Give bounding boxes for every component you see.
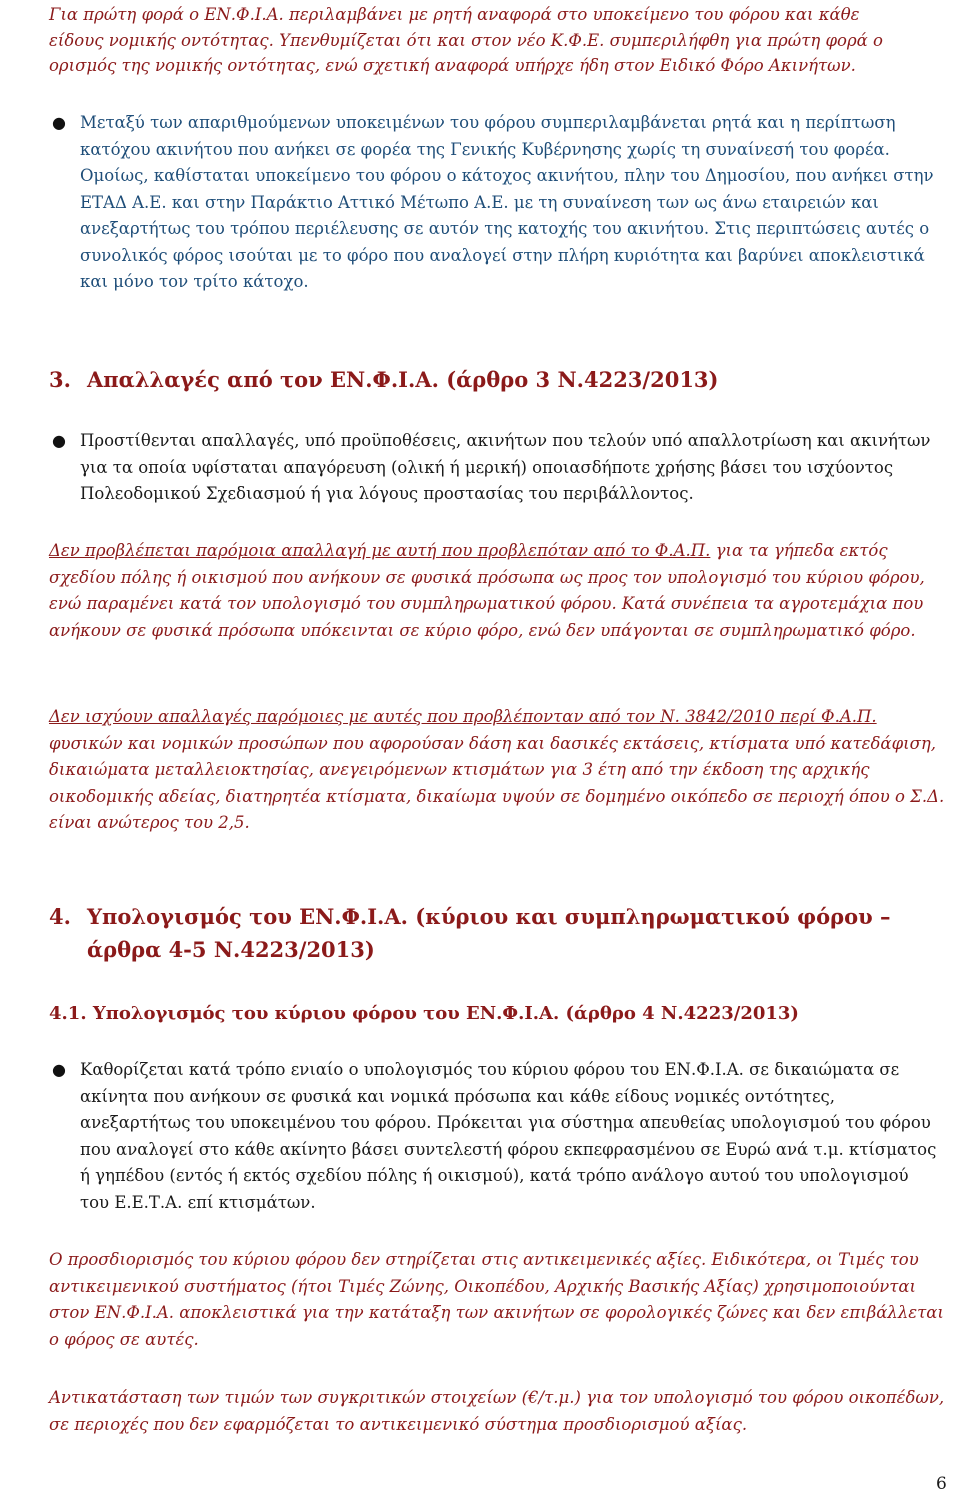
page-number: 6 xyxy=(936,1474,947,1494)
bullet-icon: ● xyxy=(52,1060,66,1079)
section-3-heading xyxy=(49,367,718,392)
section-4-heading xyxy=(49,904,890,929)
bullet-text: Προστίθενται απαλλαγές, υπό προϋποθέσεις, ακινήτων που τελούν υπό απαλλοτρίωση και ακινήτων για τα οποία υφίσταται απαγόρευση (ολική ή μερική) οποιασδήποτε χρήσης βάσει του ισχύοντος Πολεοδομικού Σχεδιασμού ή για λόγους προστασίας του περιβάλλοντος. xyxy=(80,431,931,503)
intro-line-2: είδους νομικής οντότητας. Υπενθυμίζεται ότι και στον νέο Κ.Φ.Ε. συμπεριλήφθη για πρώτη φορά ο xyxy=(49,30,883,50)
paragraph-text: Αντικατάσταση των τιμών των συγκριτικών στοιχείων (€/τ.μ.) για τον υπολογισμό του φόρου οικοπέδων, σε περιοχές που δεν εφαρμόζεται το αντικειμενικό σύστημα προσδιορισμού αξίας. xyxy=(49,1388,945,1434)
section-4-heading-cont xyxy=(49,937,375,962)
paragraph-underlined: Δεν ισχύουν απαλλαγές παρόμοιες με αυτές που προβλέπονταν από τον Ν. 3842/2010 περί Φ.Α.Π. xyxy=(49,707,877,726)
bullet-item-main-tax xyxy=(52,1057,940,1216)
section-number: 3. xyxy=(49,367,71,392)
paragraph-objective-values xyxy=(49,1247,954,1353)
paragraph-text: Ο προσδιορισμός του κύριου φόρου δεν στηρίζεται στις αντικειμενικές αξίες. Ειδικότερα, οι Τιμές του αντικειμενικού συστήματος (ήτοι Τιμές Ζώνης, Οικοπέδου, Αρχικής Βασικής Αξίας) χρησιμοποιούνται στον ΕΝ.Φ.Ι.Α. αποκλειστικά για την κατάταξη των ακινήτων σε φορολογικές ζώνες και δεν επιβάλλεται ο φόρος σε αυτές. xyxy=(49,1250,944,1349)
intro-paragraph xyxy=(49,2,954,79)
paragraph-no-exemption-fap xyxy=(49,538,954,644)
bullet-text-end: Στις περιπτώσεις αυτές ο συνολικός φόρος ισούται με το φόρο που αναλογεί στην πλήρη κυριότητα και βαρύνει αποκλειστικά και μόνο τον τρίτο κάτοχο. xyxy=(80,219,930,291)
paragraph-rest: για τα γήπεδα εκτός σχεδίου πόλης ή οικισμού που ανήκουν σε φυσικά πρόσωπα ως προς τον υπολογισμό του κύριου φόρου, ενώ παραμένει κατά τον υπολογισμό του συμπληρωματικού φόρου. xyxy=(49,541,925,613)
paragraph-underlined: Δεν προβλέπεται παρόμοια απαλλαγή με αυτή που προβλεπόταν από το Φ.Α.Π. xyxy=(49,541,711,560)
section-4-1-heading xyxy=(49,1003,799,1024)
intro-line-3: ορισμός της νομικής οντότητας, ενώ σχετική αναφορά υπήρχε ήδη στον Ειδικό Φόρο Ακινήτων. xyxy=(49,56,856,75)
section-title-line-2: άρθρα 4-5 Ν.4223/2013) xyxy=(87,937,375,962)
bullet-item-owner xyxy=(52,110,940,296)
section-title: Απαλλαγές από τον ΕΝ.Φ.Ι.Α. (άρθρο 3 Ν.4223/2013) xyxy=(87,367,719,392)
bullet-text: Καθορίζεται κατά τρόπο ενιαίο ο υπολογισμός του κύριου φόρου του ΕΝ.Φ.Ι.Α. σε δικαιώματα σε ακίνητα που ανήκουν σε φυσικά και νομικά πρόσωπα και κάθε είδους νομικές οντότητες, ανεξαρτήτως του υποκειμένου του φόρου. Πρόκειται για σύστημα απευθείας υπολογισμού του φόρου που αναλογεί στο κάθε ακίνητο βάσει συντελεστή φόρου εκπεφρασμένου σε Ευρώ ανά τ.μ. κτίσματος ή γηπέδου (εντός ή εκτός σχεδίου πόλης ή οικισμού), κατά τρόπο ανάλογο αυτού του υπολογισμού του Ε.Ε.Τ.Α. επί κτισμάτων. xyxy=(80,1060,937,1212)
bullet-text-blue: Μεταξύ των απαριθμούμενων υποκειμένων του φόρου συμπεριλαμβάνεται ρητά και η περίπτωση κατόχου ακινήτου που ανήκει σε φορέα της Γενικής Κυβέρνησης χωρίς τη συναίνεσή του φορέα. xyxy=(80,113,896,159)
bullet-icon: ● xyxy=(52,113,66,132)
bullet-text-mid: Ομοίως, καθίσταται υποκείμενο του φόρου ο κάτοχος ακινήτου, πλην του Δημοσίου, που ανήκει στην ΕΤΑΔ Α.Ε. και στην Παράκτιο Αττικό Μέτωπο Α.Ε. με τη συναίνεση των ως άνω εταιρειών και ανεξαρτήτως του τρόπου περιέλευσης σε αυτόν της κατοχής του ακινήτου. xyxy=(80,166,934,238)
paragraph-no-exemption-3842 xyxy=(49,704,954,837)
bullet-icon: ● xyxy=(52,431,66,450)
section-title-line-1: Υπολογισμός του ΕΝ.Φ.Ι.Α. (κύριου και συμπληρωματικού φόρου – xyxy=(87,904,891,929)
paragraph-rest: φυσικών και νομικών προσώπων που αφορούσαν δάση και δασικές εκτάσεις, κτίσματα υπό κατεδάφιση, δικαιώματα μεταλλειοκτησίας, ανεγειρόμενων κτισμάτων για 3 έτη από την έκδοση της αρχικής οικοδομικής αδείας, διατηρητέα κτίσματα, δικαίωμα υψούν σε δομημένο οικόπεδο σε περιοχή όπου ο Σ.Δ. είναι ανώτερος του 2,5. xyxy=(49,733,945,832)
paragraph-end: Κατά συνέπεια τα αγροτεμάχια που ανήκουν σε φυσικά πρόσωπα υπόκεινται σε κύριο φόρο, ενώ δεν υπάγονται σε συμπληρωματικό φόρο. xyxy=(49,594,924,640)
paragraph-replacement xyxy=(49,1385,954,1438)
bullet-item-exemptions xyxy=(52,428,940,508)
subsection-title: 4.1. Υπολογισμός του κύριου φόρου του ΕΝ.Φ.Ι.Α. (άρθρο 4 Ν.4223/2013) xyxy=(49,1003,799,1024)
section-number: 4. xyxy=(49,904,71,929)
intro-line-1: Για πρώτη φορά ο ΕΝ.Φ.Ι.Α. περιλαμβάνει με ρητή αναφορά στο υποκείμενο του φόρου και κάθε xyxy=(49,5,860,24)
